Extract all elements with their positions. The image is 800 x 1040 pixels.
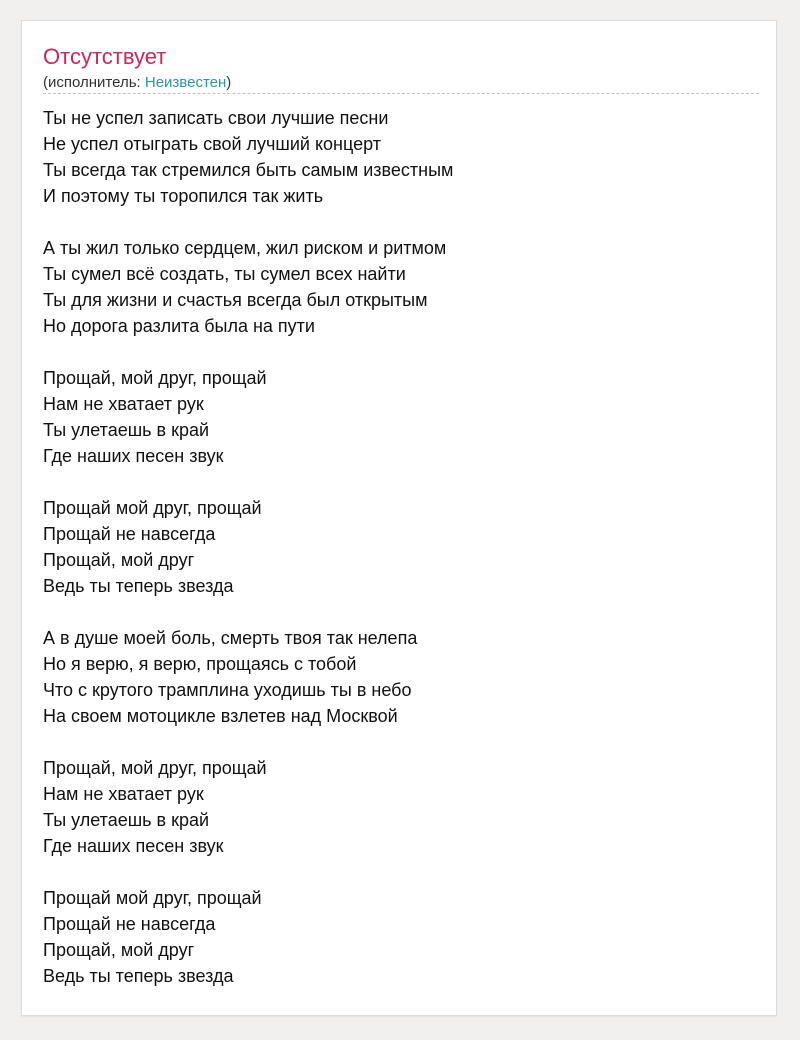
lyrics-stanza [43, 755, 743, 859]
lyric-line: Прощай, мой друг [43, 940, 195, 960]
lyrics-card [21, 20, 777, 1016]
lyric-line: Ведь ты теперь звезда [43, 576, 234, 596]
lyric-line: Прощай мой друг, прощай [43, 888, 262, 908]
lyric-line: Прощай, мой друг [43, 550, 195, 570]
lyric-line: А ты жил только сердцем, жил риском и ритмом [43, 238, 447, 258]
lyric-line: А в душе моей боль, смерть твоя так нелепа [43, 628, 418, 648]
lyric-line: На своем мотоцикле взлетев над Москвой [43, 706, 398, 726]
lyric-line: Прощай не навсегда [43, 524, 216, 544]
lyric-line: Нам не хватает рук [43, 784, 204, 804]
lyric-line: Ты для жизни и счастья всегда был открытым [43, 290, 428, 310]
lyrics-body [43, 105, 743, 1015]
lyrics-stanza [43, 625, 743, 729]
lyric-line: И поэтому ты торопился так жить [43, 186, 324, 206]
lyric-line: Ты не успел записать свои лучшие песни [43, 108, 389, 128]
lyric-line: Ты улетаешь в край [43, 420, 210, 440]
artist-link[interactable]: Неизвестен [144, 74, 227, 91]
artist-suffix: ) [226, 74, 232, 91]
lyrics-stanza [43, 105, 743, 209]
lyric-line: Ведь ты теперь звезда [43, 966, 234, 986]
lyric-line: Прощай, мой друг, прощай [43, 758, 267, 778]
lyric-line: Прощай не навсегда [43, 914, 216, 934]
artist-prefix: (исполнитель: [43, 74, 145, 91]
lyrics-stanza [43, 235, 743, 339]
lyric-line: Ты всегда так стремился быть самым известным [43, 160, 454, 180]
lyrics-stanza [43, 885, 743, 989]
lyric-line: Ты сумел всё создать, ты сумел всех найти [43, 264, 406, 284]
lyric-line: Где наших песен звук [43, 836, 224, 856]
lyric-line: Прощай, мой друг, прощай [43, 368, 267, 388]
divider [43, 93, 759, 94]
lyric-line: Не успел отыграть свой лучший концерт [43, 134, 381, 154]
lyric-line: Нам не хватает рук [43, 394, 204, 414]
lyric-line: Ты улетаешь в край [43, 810, 210, 830]
lyric-line: Что с крутого трамплина уходишь ты в небо [43, 680, 412, 700]
lyrics-stanza [43, 495, 743, 599]
lyrics-stanza [43, 365, 743, 469]
lyric-line: Но я верю, я верю, прощаясь с тобой [43, 654, 357, 674]
artist-line [43, 73, 231, 93]
lyric-line: Где наших песен звук [43, 446, 224, 466]
song-title: Отсутствует [43, 44, 167, 69]
lyric-line: Прощай мой друг, прощай [43, 498, 262, 518]
lyric-line: Но дорога разлита была на пути [43, 316, 315, 336]
